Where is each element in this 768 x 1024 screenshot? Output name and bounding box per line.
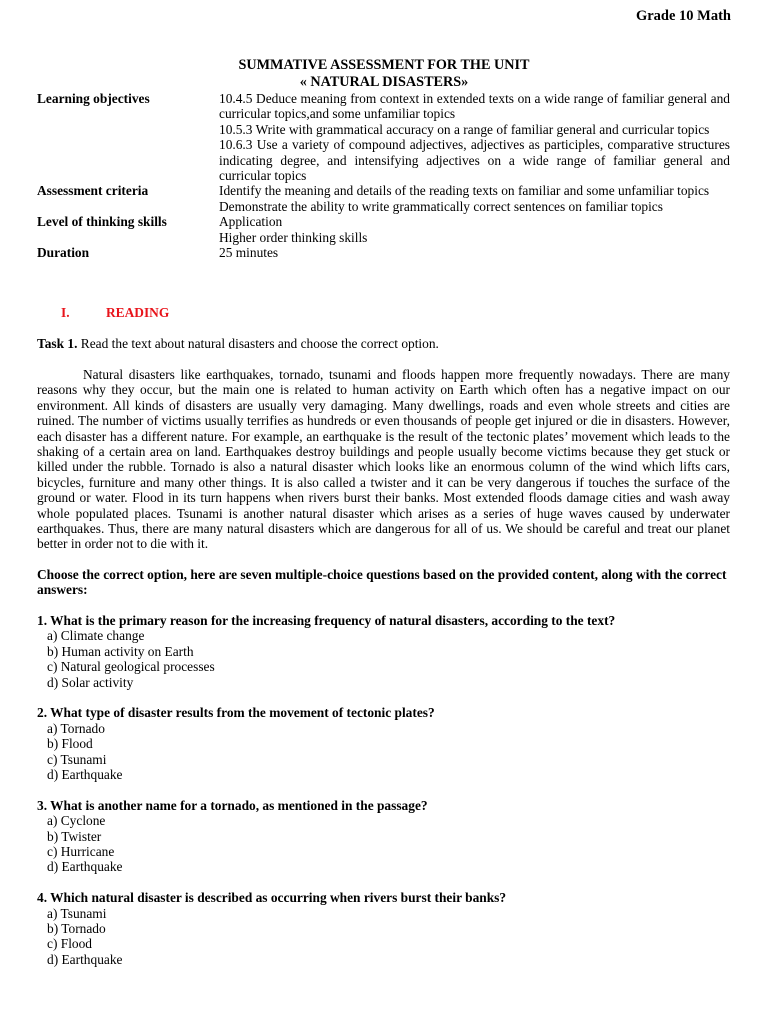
assessment-info	[37, 91, 730, 260]
criteria-item: Identify the meaning and details of the reading texts on familiar and some unfamiliar topics	[219, 183, 710, 199]
duration-row	[37, 245, 730, 260]
objective-item: 10.5.3 Write with grammatical accuracy on a range of familiar general and curricular topics	[219, 121, 710, 137]
objective-item: 10.4.5 Deduce meaning from context in extended texts on a wide range of familiar general and curricular topics,and some unfamiliar topics	[219, 91, 730, 122]
criteria-row	[37, 183, 730, 214]
option-item: d) Earthquake	[47, 951, 123, 967]
section-heading	[61, 305, 169, 320]
question-4	[37, 890, 730, 967]
instruction-text: Choose the correct option, here are seven multiple-choice questions based on the provided content, along with the correct answers:	[37, 567, 727, 598]
option-item: c) Tsunami	[47, 751, 107, 767]
option-item: a) Tornado	[47, 720, 105, 736]
title-line-2: « NATURAL DISASTERS»	[299, 73, 469, 90]
section-title: READING	[106, 305, 170, 320]
duration-label: Duration	[37, 245, 90, 261]
task-line	[37, 336, 439, 351]
title-line-1: SUMMATIVE ASSESSMENT FOR THE UNIT	[238, 57, 530, 73]
question-1	[37, 613, 730, 690]
criteria-values	[219, 183, 730, 214]
question-list	[37, 613, 730, 983]
option-item: c) Natural geological processes	[47, 659, 215, 675]
question-text: 4. Which natural disaster is described as occurring when rivers burst their banks?	[37, 890, 507, 906]
question-3	[37, 798, 730, 875]
duration-value: 25 minutes	[219, 245, 279, 261]
section-number: I.	[61, 305, 70, 320]
document-title	[0, 57, 768, 90]
criteria-item: Demonstrate the ability to write grammatically correct sentences on familiar topics	[219, 198, 663, 214]
thinking-values	[219, 214, 730, 245]
question-text: 2. What type of disaster results from the movement of tectonic plates?	[37, 705, 435, 721]
reading-passage: Natural disasters like earthquakes, tornado, tsunami and floods happen more frequently nowadays. There are many reasons why they occur, but the main one is related to human activity on Earth which often has a negative impact on our environment. All kinds of disasters are usually very damaging. Many dwellings, roads and even whole streets and cities are ruined. The number of victims usually terrifies as hundreds or even thousands of people get injured or die in disasters. However, each disaster has a different nature. For example, an earthquake is the result of the tectonic plates’ movement which leads to the shaking of a certain area on land. Earthquakes destroy buildings and people usually become victims because they get stuck or killed under the rubble. Tornado is also a natural disaster which looks like an enormous column of the wind which lifts cars, bicycles, furniture and many other things. It is also called a twister and it can be very dangerous if touches the surface of the ground or water. Flood in its turn happens when rivers burst their banks. Most extended floods damage cities and wash away whole populated places. Tsunami is another natural disaster which arises as a series of huge waves caused by underwater earthquakes. Thus, there are many natural disasters which are dangerous for all of us. We should be careful and treat our planet better in order not to die with it.	[37, 367, 730, 552]
question-2	[37, 705, 730, 782]
thinking-item: Higher order thinking skills	[219, 229, 368, 245]
thinking-item: Application	[219, 214, 283, 230]
task-label: Task 1.	[37, 336, 78, 351]
grade-label: Grade 10 Math	[635, 8, 731, 24]
option-item: a) Cyclone	[47, 813, 106, 829]
option-item: d) Earthquake	[47, 859, 123, 875]
option-item: b) Human activity on Earth	[47, 643, 194, 659]
option-item: a) Climate change	[47, 628, 145, 644]
option-item: b) Tornado	[47, 921, 106, 937]
question-text: 1. What is the primary reason for the increasing frequency of natural disasters, according to the text?	[37, 613, 616, 628]
criteria-label: Assessment criteria	[37, 183, 149, 199]
option-item: b) Flood	[47, 736, 93, 752]
option-item: a) Tsunami	[47, 905, 107, 921]
option-item: c) Hurricane	[47, 844, 115, 860]
objectives-row	[37, 91, 730, 183]
option-item: b) Twister	[47, 828, 102, 844]
objective-item: 10.6.3 Use a variety of compound adjectives, adjectives as participles, comparative structures indicating degree, and intensifying adjectives on a wide range of familiar general and curricular topics	[219, 137, 730, 184]
thinking-row	[37, 214, 730, 245]
task-text: Read the text about natural disasters and choose the correct option.	[77, 336, 439, 351]
option-item: c) Flood	[47, 936, 93, 952]
question-text: 3. What is another name for a tornado, as mentioned in the passage?	[37, 797, 428, 813]
objectives-values	[219, 91, 730, 183]
option-item: d) Earthquake	[47, 767, 123, 783]
objectives-label: Learning objectives	[37, 91, 150, 106]
option-item: d) Solar activity	[47, 674, 134, 690]
thinking-label: Level of thinking skills	[37, 214, 167, 230]
